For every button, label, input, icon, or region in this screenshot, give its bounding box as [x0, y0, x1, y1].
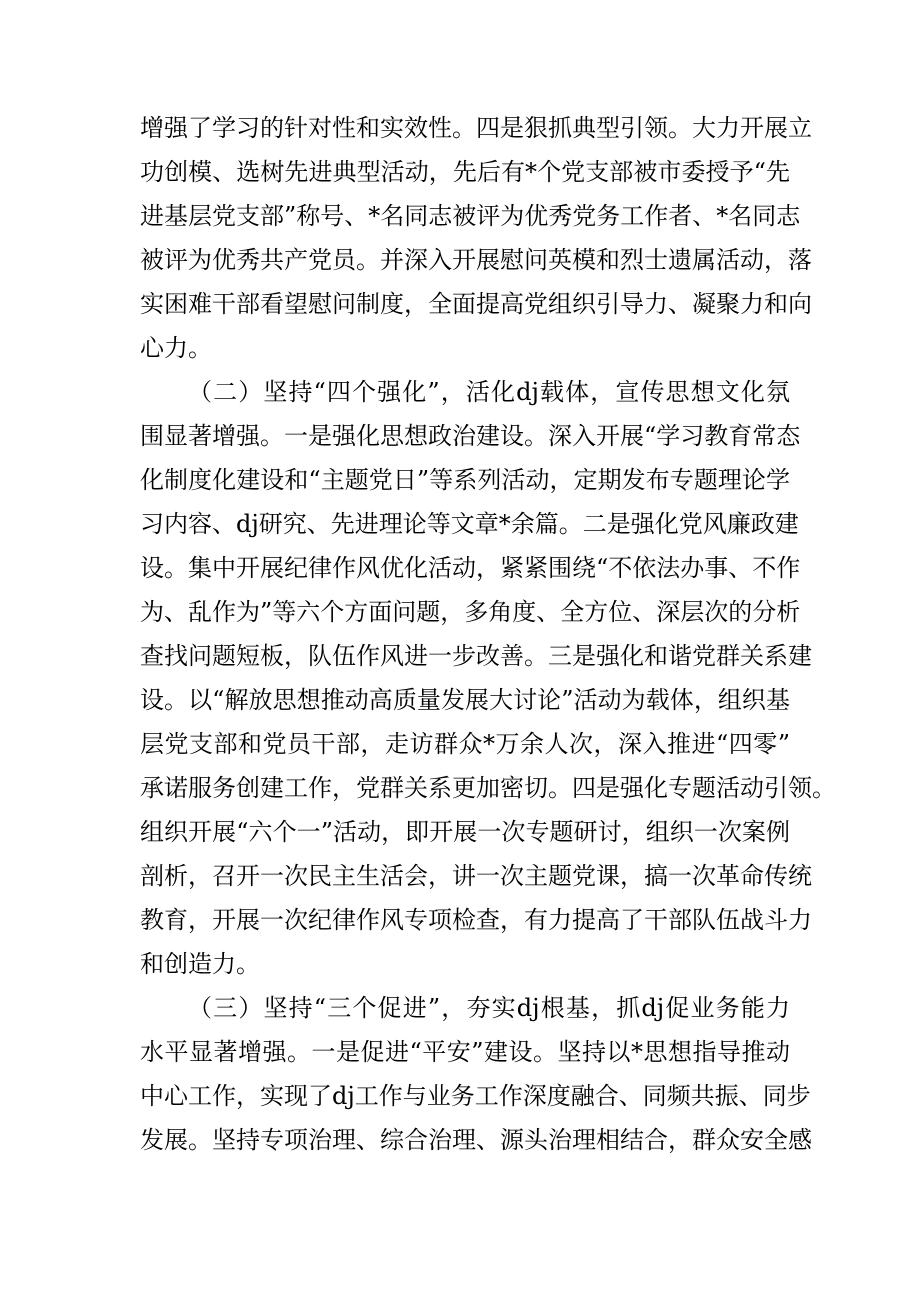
section-heading-line: （三）坚持“三个促进”，夯实dj根基，抓dj促业务能力	[188, 994, 790, 1022]
text-line: 剖析，召开一次民主生活会，讲一次主题党课，搞一次革命传统	[140, 862, 812, 890]
text-line: 承诺服务创建工作，党群关系更加密切。四是强化专题活动引领。	[140, 774, 836, 802]
text-line: 教育，开展一次纪律作风专项检查，有力提高了干部队伍战斗力	[140, 906, 812, 934]
text-line: 为、乱作为”等六个方面问题，多角度、全方位、深层次的分析	[140, 598, 801, 626]
text-line: 增强了学习的针对性和实效性。四是狠抓典型引领。大力开展立	[140, 114, 812, 142]
text-line: 化制度化建设和“主题党日”等系列活动，定期发布专题理论学	[140, 466, 790, 494]
text-line: 被评为优秀共产党员。并深入开展慰问英模和烈士遗属活动，落	[140, 246, 812, 274]
text-line: 层党支部和党员干部，走访群众*万余人次，深入推进“四零”	[140, 730, 790, 758]
text-line: 组织开展“六个一”活动，即开展一次专题研讨，组织一次案例	[140, 818, 790, 846]
text-line: 查找问题短板，队伍作风进一步改善。三是强化和谐党群关系建	[140, 642, 812, 670]
text-line: 中心工作，实现了dj工作与业务工作深度融合、同频共振、同步	[140, 1082, 811, 1110]
text-line: 设。以“解放思想推动高质量发展大讨论”活动为载体，组织基	[140, 686, 790, 714]
text-line: 进基层党支部”称号、*名同志被评为优秀党务工作者、*名同志	[140, 202, 801, 230]
text-line: 功创模、选树先进典型活动，先后有*个党支部被市委授予“先	[140, 158, 790, 186]
section-heading-line: （二）坚持“四个强化”，活化dj载体，宣传思想文化氛	[188, 378, 790, 406]
text-line: 水平显著增强。一是促进“平安”建设。坚持以*思想指导推动	[140, 1038, 790, 1066]
text-line: 围显著增强。一是强化思想政治建设。深入开展“学习教育常态	[140, 422, 801, 450]
text-line: 设。集中开展纪律作风优化活动，紧紧围绕“不依法办事、不作	[140, 554, 801, 582]
text-line: 实困难干部看望慰问制度，全面提高党组织引导力、凝聚力和向	[140, 290, 812, 318]
text-line: 发展。坚持专项治理、综合治理、源头治理相结合，群众安全感	[140, 1126, 812, 1154]
text-line: 心力。	[140, 334, 212, 362]
text-line: 和创造力。	[140, 950, 260, 978]
text-line: 习内容、dj研究、先进理论等文章*余篇。二是强化党风廉政建	[140, 510, 799, 538]
